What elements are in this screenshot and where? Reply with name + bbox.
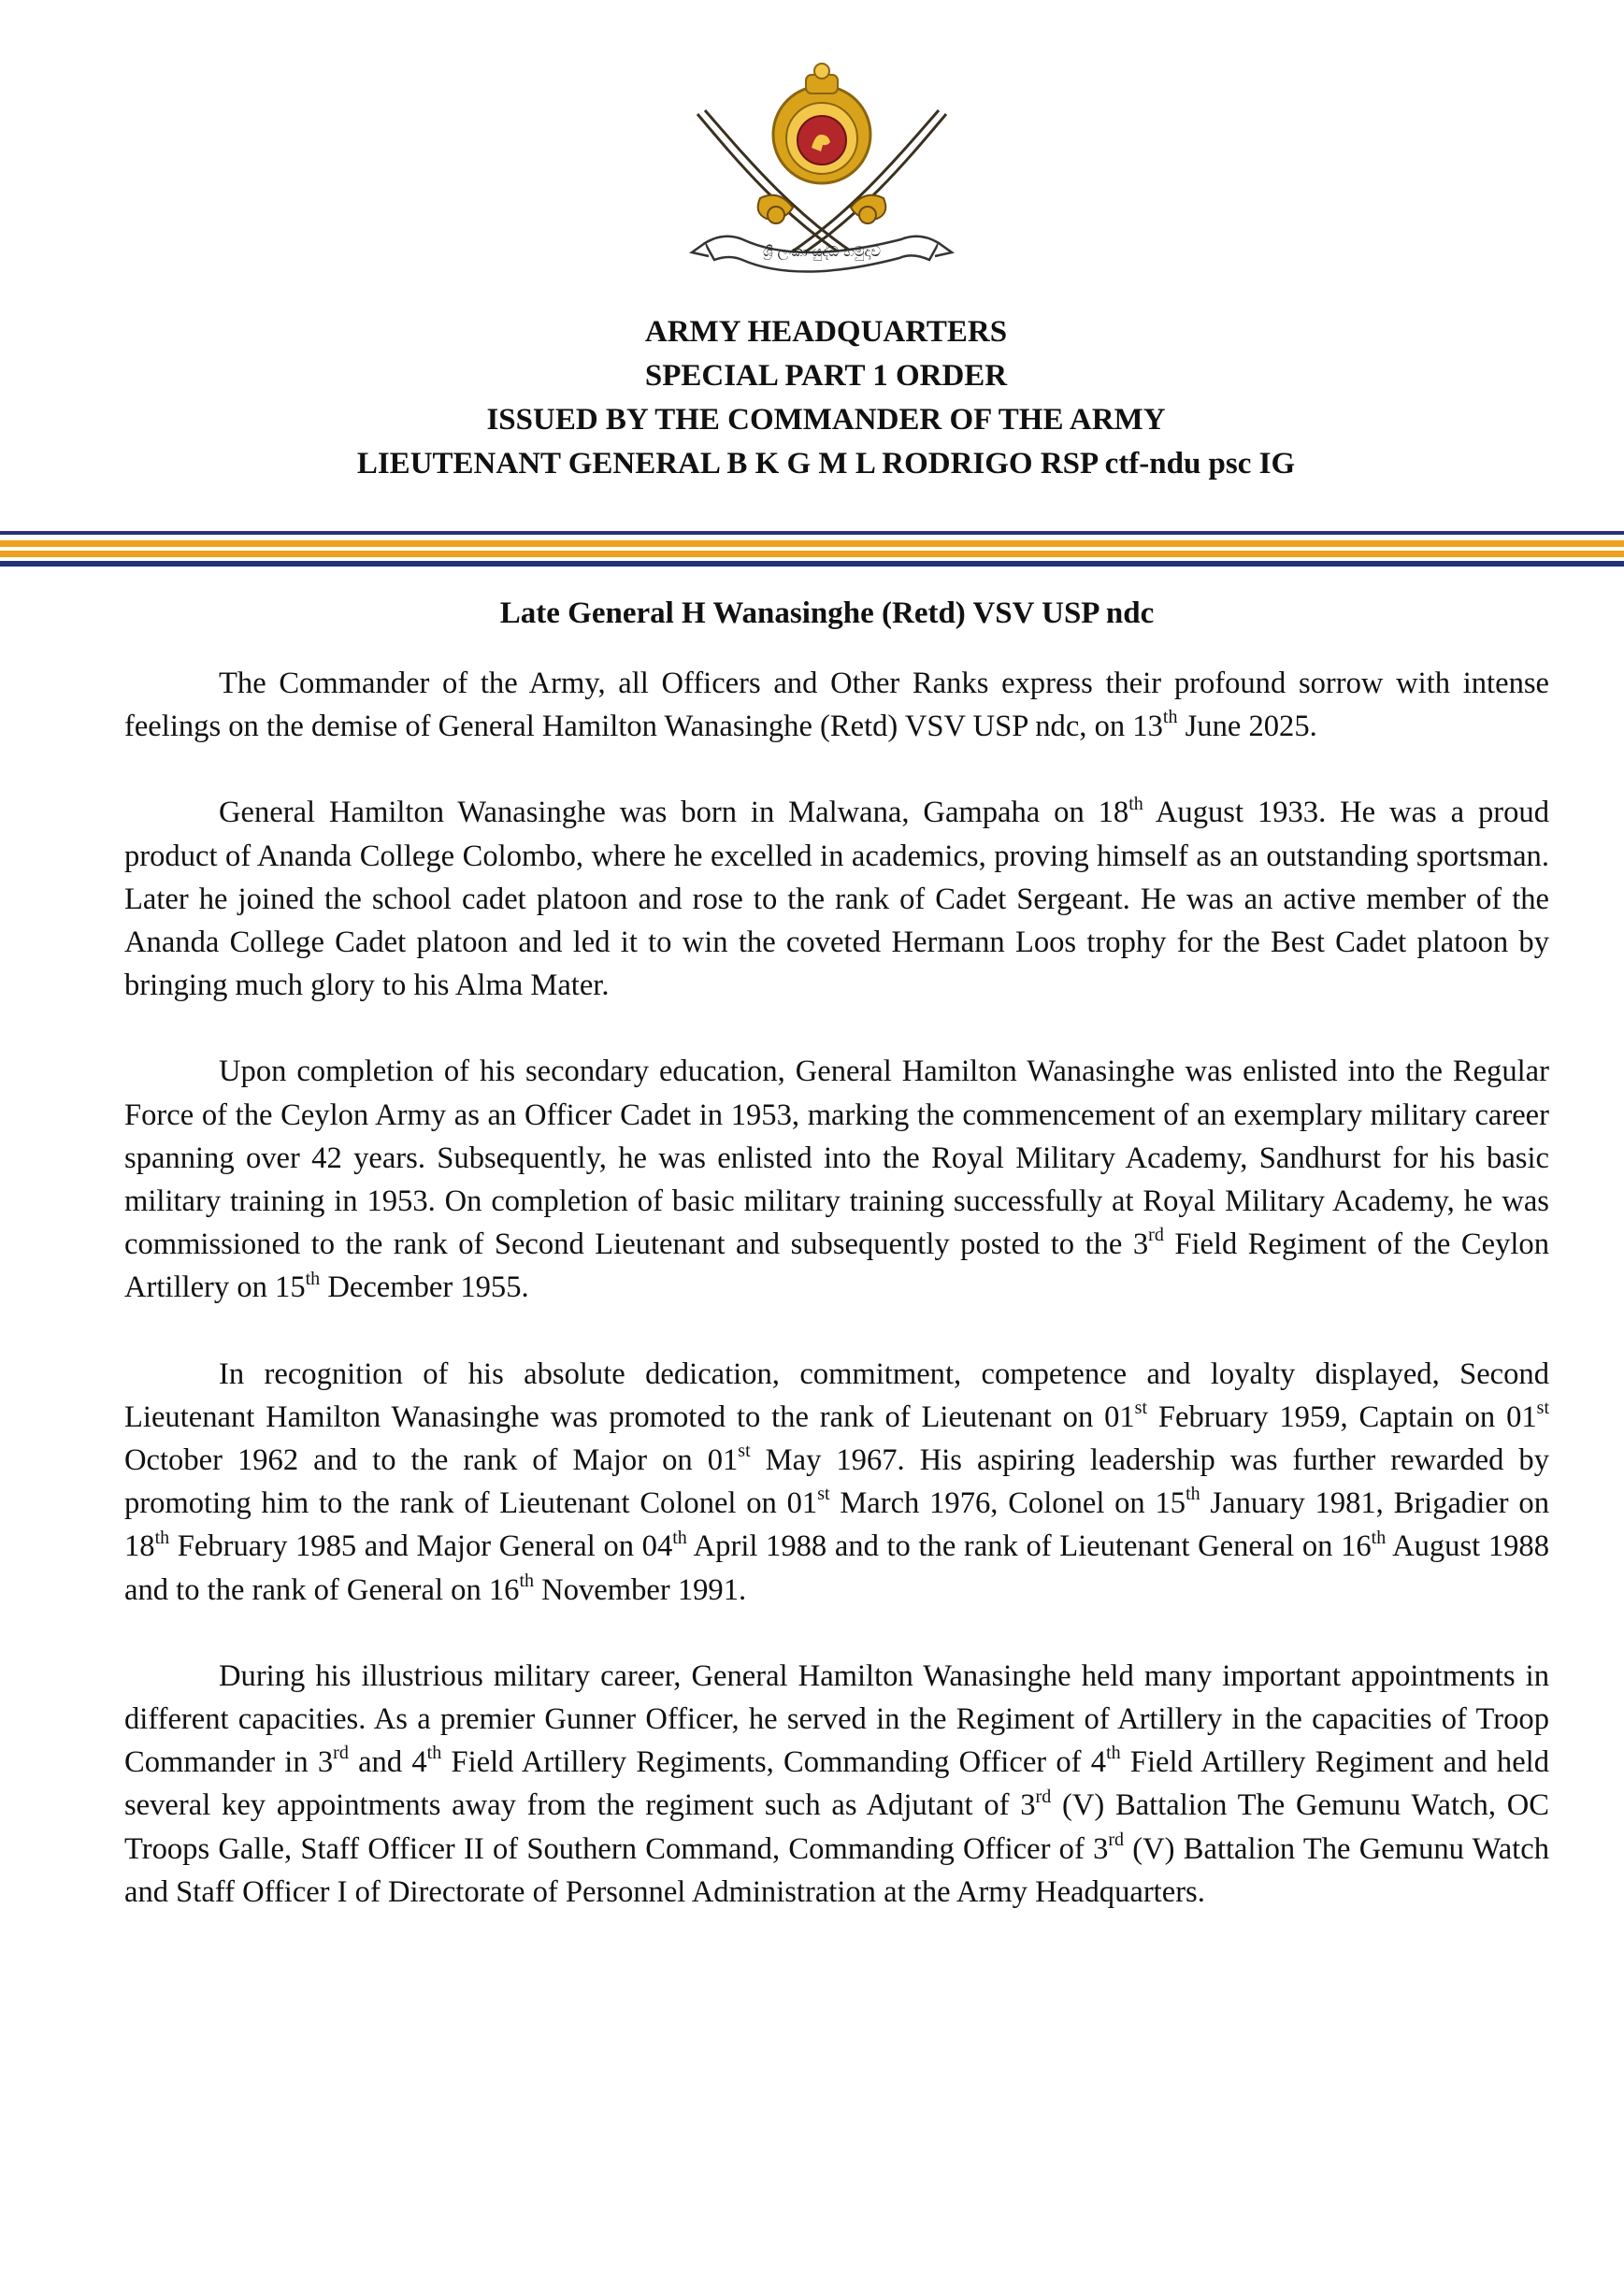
sabre-hilts-icon [758,195,886,223]
paragraph-3: Upon completion of his secondary education, General Hamilton Wanasinghe was enlisted into the Regular Force of the Ceylon Army as an Officer Cadet in 1953, marking the commencement of an exemplary military career spanning over 42 years. Subsequently, he was enlisted into the Royal Military Academy, Sandhurst for his basic military training in 1953. On completion of basic military training successfully at Royal Military Academy, he was commissioned to the rank of Second Lieutenant and subsequently posted to the 3rd Field Regiment of the Ceylon Artillery on 15th December 1955. [124,1055,1549,1305]
paragraph-2: General Hamilton Wanasinghe was born in Malwana, Gampaha on 18th August 1933. He was a proud product of Ananda College Colombo, where he excelled in academics, proving himself as an outstanding sportsman. Later he joined the school cadet platoon and rose to the rank of Cadet Sergeant. He was an active member of the Ananda College Cadet platoon and led it to win the coveted Hermann Loos trophy for the Best Cadet platoon by bringing much glory to his Alma Mater. [124,793,1549,1003]
paragraph-1: The Commander of the Army, all Officers and Other Ranks express their profound sorrow with intense feelings on the demise of General Hamilton Wanasinghe (Retd) VSV USP ndc, on 13th June 2025. [124,667,1549,744]
lion-emblem-icon [773,64,870,183]
header-line-1: ARMY HEADQUARTERS [644,315,1008,349]
decorative-stripes [0,531,1624,572]
paragraph-5: During his illustrious military career, General Hamilton Wanasinghe held many important appointments in different capacities. As a premier Gunner Officer, he served in the Regiment of Artillery in the capacities of Troop Commander in 3rd and 4th Field Artillery Regiments, Commanding Officer of 4th Field Artillery Regiment and held several key appointments away from the regiment such as Adjutant of 3rd (V) Battalion The Gemunu Watch, OC Troops Galle, Staff Officer II of Southern Command, Commanding Officer of 3rd (V) Battalion The Gemunu Watch and Staff Officer I of Directorate of Personnel Administration at the Army Headquarters. [124,1658,1550,1909]
document-title: Late General H Wanasinghe (Retd) VSV USP ndc [499,596,1155,630]
document-body [124,662,1549,1957]
header-line-3: ISSUED BY THE COMMANDER OF THE ARMY [486,403,1166,437]
header-line-2: SPECIAL PART 1 ORDER [644,359,1008,393]
order-header [0,310,1624,486]
paragraph-4: In recognition of his absolute dedication, commitment, competence and loyalty displayed, Second Lieutenant Hamilton Wanasinghe was promoted to the rank of Lieutenant on 01st February 1959, Captain on 01st October 1962 and to the rank of Major on 01st May 1967. His aspiring leadership was further rewarded by promoting him to the rank of Lieutenant Colonel on 01st March 1976, Colonel on 15th January 1981, Brigadier on 18th February 1985 and Major General on 04th April 1988 and to the rank of Lieutenant General on 16th August 1988 and to the rank of General on 16th November 1991. [124,1356,1550,1607]
header-line-4: LIEUTENANT GENERAL B K G M L RODRIGO RSP ctf-ndu psc IG [356,447,1296,481]
crest-motto: ශ්‍රී ලංකා යුද්ධ හමුදාව [763,243,881,260]
army-crest-logo [671,58,972,292]
